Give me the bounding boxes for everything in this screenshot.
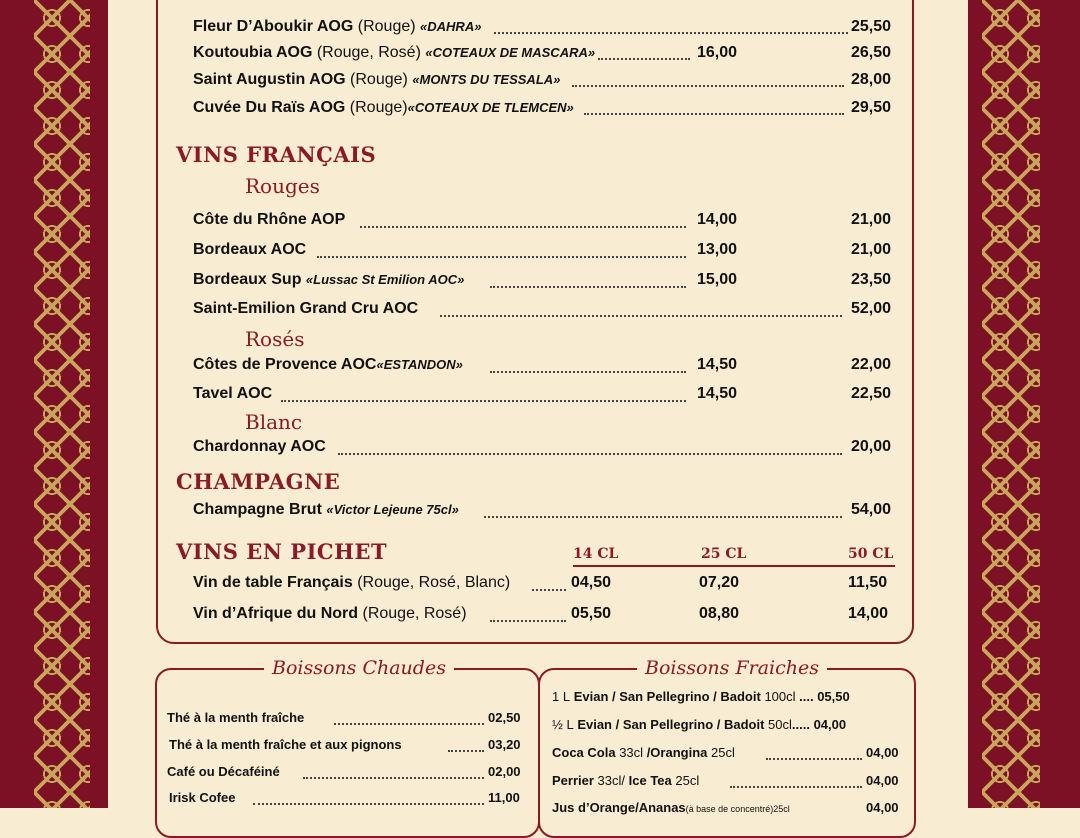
menu-item: Cuvée Du Raïs AOG (Rouge)«COTEAUX DE TLEMCEN» <box>193 99 574 116</box>
menu-item: Thé à la menth fraîche et aux pignons <box>169 737 402 752</box>
right-geometric-pattern <box>982 0 1040 808</box>
menu-item: Irisk Cofee <box>169 790 236 805</box>
header-rule <box>573 565 895 567</box>
column-header: 25 CL <box>701 546 747 562</box>
menu-item: Coca Cola 33cl /Orangina 25cl <box>552 745 735 760</box>
menu-item: Côtes de Provence AOC«ESTANDON» <box>193 356 463 373</box>
menu-item: Jus d’Orange/Ananas(à base de concentré)25cl <box>552 800 790 815</box>
column-header: 14 CL <box>573 546 619 562</box>
menu-item: Tavel AOC <box>193 385 273 402</box>
boissons-fraiches-title: Boissons Fraiches <box>637 657 827 679</box>
menu-item: Côte du Rhône AOP <box>193 211 346 228</box>
left-ornamental-border <box>0 0 108 808</box>
menu-item: Thé à la menth fraîche <box>167 710 305 725</box>
section-title-vins-francais: VINS FRANÇAIS <box>176 142 377 167</box>
section-title-champagne: CHAMPAGNE <box>176 469 341 494</box>
menu-item: Café ou Décaféiné <box>167 764 280 779</box>
boissons-chaudes-title: Boissons Chaudes <box>264 657 454 679</box>
menu-item: Koutoubia AOG (Rouge, Rosé) «COTEAUX DE MASCARA» <box>193 44 596 61</box>
menu-item: Saint Augustin AOG (Rouge) «MONTS DU TESSALA» <box>193 71 561 88</box>
menu-item: Vin d’Afrique du Nord (Rouge, Rosé) <box>193 605 467 622</box>
menu-item: Bordeaux Sup «Lussac St Emilion AOC» <box>193 271 465 288</box>
menu-item: Chardonnay AOC <box>193 438 326 455</box>
left-geometric-pattern <box>34 0 90 808</box>
menu-item: Fleur D’Aboukir AOG (Rouge) «DAHRA» <box>193 18 482 35</box>
subsection-blanc: Blanc <box>245 410 303 434</box>
subsection-rouges: Rouges <box>245 174 320 198</box>
menu-item: Perrier 33cl/ Ice Tea 25cl <box>552 773 700 788</box>
menu-item: ½ L Evian / San Pellegrino / Badoit 50cl..... 04,00 <box>552 717 847 732</box>
right-ornamental-border <box>968 0 1080 808</box>
column-header: 50 CL <box>848 546 894 562</box>
menu-item: Bordeaux AOC <box>193 241 307 258</box>
menu-item: Vin de table Français (Rouge, Rosé, Blanc) <box>193 574 511 591</box>
subsection-roses: Rosés <box>245 327 305 351</box>
menu-item: 1 L Evian / San Pellegrino / Badoit 100cl .... 05,50 <box>552 689 850 704</box>
section-title-pichet: VINS EN PICHET <box>176 539 388 564</box>
boissons-chaudes-box <box>155 668 540 838</box>
menu-item: Champagne Brut «Victor Lejeune 75cl» <box>193 501 459 518</box>
menu-item: Saint-Emilion Grand Cru AOC <box>193 300 419 317</box>
